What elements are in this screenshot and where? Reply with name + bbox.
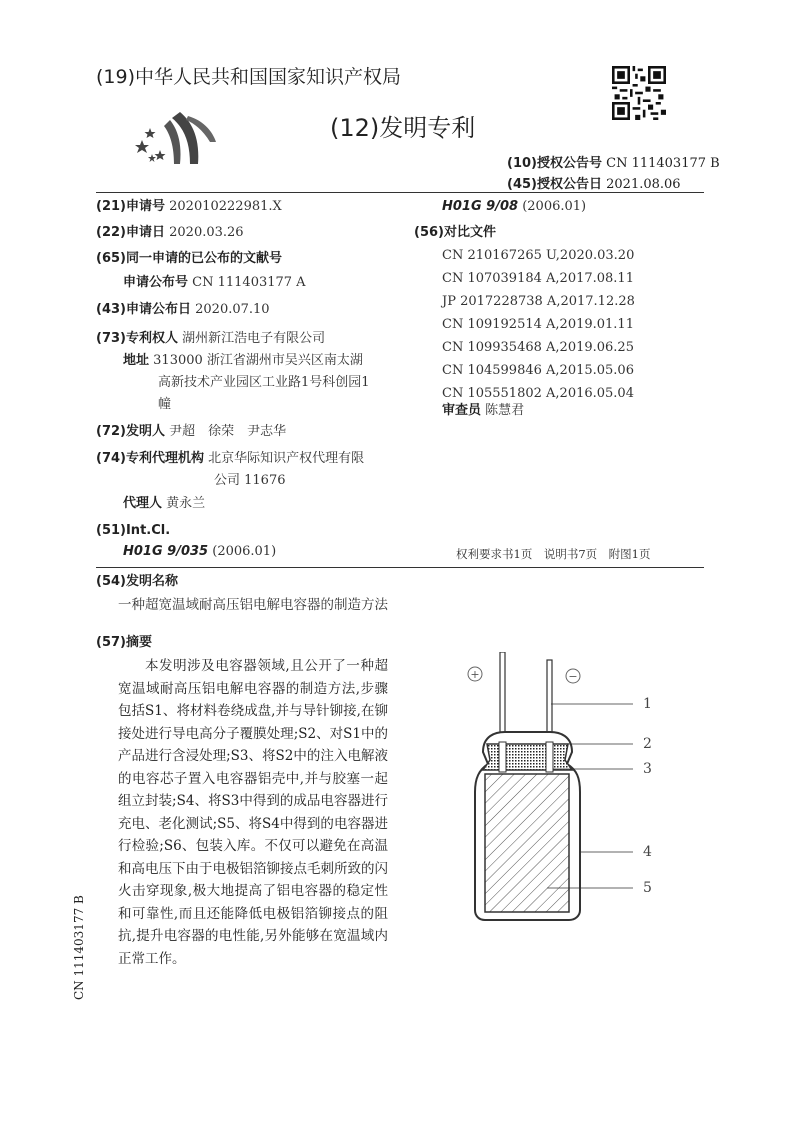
header-divider xyxy=(96,192,704,193)
label-4: 4 xyxy=(643,844,652,860)
grant-number-label: (10)授权公告号 xyxy=(507,156,602,171)
prior-publication-label xyxy=(96,248,282,270)
citation-item: CN 109935468 A,2019.06.25 xyxy=(442,340,634,355)
label-5: 5 xyxy=(643,880,652,896)
grant-date-label: (45)授权公告日 xyxy=(507,177,602,192)
rubber-plug xyxy=(483,744,572,770)
grant-date: 2021.08.06 xyxy=(606,177,681,192)
agent-row xyxy=(123,493,205,515)
intcl-row xyxy=(123,541,276,563)
abstract-label-text: (57)摘要 xyxy=(96,635,152,650)
inventors: 尹超 徐荣 尹志华 xyxy=(169,424,287,439)
ipc-code: H01G 9/08 xyxy=(442,199,519,214)
publication-number: CN 111403177 A xyxy=(192,275,306,290)
side-document-id: CN 111403177 B xyxy=(72,895,86,1000)
cited-documents-label xyxy=(414,222,496,244)
intcl-code: H01G 9/035 xyxy=(123,544,209,559)
patentee: 湖州新江浩电子有限公司 xyxy=(182,331,326,346)
abstract-text: 本发明涉及电容器领域,且公开了一种超宽温域耐高压铝电解电容器的制造方法,步骤包括S1、将材料卷绕成盘,并与导针铆接,在铆接处进行导电高分子覆膜处理;S2、对S1中的产品进行含浸处理;S3、将S2中的注入电解液的电容芯子置入电容器铝壳中,并与胶塞一起组立封装;S4、将S3中得到的成品电容器进行充电、老化测试;S5、将S4中得到的电容器进行检验;S6、包装入库。不仅可以避免在高温和高电压下由于电极铝箔铆接点毛刺所致的闪火击穿现象,极大地提高了铝电容器的稳定性和可靠性,而且还能降低电极铝箔铆接点的阻抗,提升电容器的电性能,另外能够在宽温域内正常工作。 xyxy=(118,658,388,967)
grant-number: CN 111403177 B xyxy=(606,156,720,171)
label-2: 2 xyxy=(643,736,652,752)
address-line-1: 313000 浙江省湖州市吴兴区南太湖 xyxy=(153,353,363,368)
title-label-text: (54)发明名称 xyxy=(96,574,178,589)
cited-label-text: (56)对比文件 xyxy=(414,225,496,240)
address-row xyxy=(123,350,363,372)
label-3: 3 xyxy=(643,761,652,777)
publication-number-row xyxy=(123,272,306,294)
grant-date-row xyxy=(507,173,681,192)
publication-number-label: 申请公布号 xyxy=(123,275,189,290)
document-kind: (12)发明专利 xyxy=(330,114,476,142)
page-counts: 权利要求书1页 说明书7页 附图1页 xyxy=(456,547,651,561)
citation-item: CN 107039184 A,2017.08.11 xyxy=(442,271,634,286)
invention-title: 一种超宽温域耐高压铝电解电容器的制造方法 xyxy=(118,597,388,613)
application-number: 202010222981.X xyxy=(169,199,282,214)
inventors-label: (72)发明人 xyxy=(96,424,165,439)
capacitor-figure xyxy=(455,652,705,932)
intcl-year: (2006.01) xyxy=(212,544,277,559)
agency-label: (74)专利代理机构 xyxy=(96,451,204,466)
ipc-row xyxy=(442,196,586,218)
citation-item: CN 109192514 A,2019.01.11 xyxy=(442,317,634,332)
address-line-2: 高新技术产业园区工业路1号科创园1 xyxy=(158,375,370,390)
citation-list xyxy=(442,245,635,406)
application-date-label: (22)申请日 xyxy=(96,225,165,240)
agent-label: 代理人 xyxy=(123,496,163,511)
patentee-label: (73)专利权人 xyxy=(96,331,178,346)
agency-row xyxy=(96,448,364,470)
positive-lead-through-plug xyxy=(499,742,506,772)
label-1: 1 xyxy=(643,696,652,712)
abstract-label xyxy=(96,632,152,654)
prior-publication-text: (65)同一申请的已公布的文献号 xyxy=(96,251,282,266)
title-label xyxy=(96,571,178,593)
intcl-label-text: (51)Int.Cl. xyxy=(96,523,171,538)
agency-line-1: 北京华际知识产权代理有限 xyxy=(208,451,365,466)
grant-number-row xyxy=(507,152,720,171)
application-number-label: (21)申请号 xyxy=(96,199,165,214)
positive-mark: + xyxy=(470,668,480,681)
positive-lead-wire xyxy=(500,652,505,742)
publication-date-label: (43)申请公布日 xyxy=(96,302,191,317)
inventors-row xyxy=(96,421,286,443)
negative-lead-wire xyxy=(547,660,552,742)
cnipa-logo xyxy=(130,108,220,168)
agency-line-2: 公司 11676 xyxy=(214,473,286,488)
examiner: 陈慧君 xyxy=(485,403,525,418)
qr-code-icon xyxy=(612,66,666,120)
negative-lead-through-plug xyxy=(546,742,553,772)
section-divider xyxy=(96,567,704,568)
intcl-label xyxy=(96,520,170,542)
agent: 黄永兰 xyxy=(166,496,206,511)
ipc-year: (2006.01) xyxy=(522,199,587,214)
application-date: 2020.03.26 xyxy=(169,225,244,240)
publication-date: 2020.07.10 xyxy=(195,302,270,317)
capacitor-element xyxy=(485,774,569,912)
negative-mark: − xyxy=(568,670,578,683)
citation-item: CN 105551802 A,2016.05.04 xyxy=(442,386,634,401)
application-date-row xyxy=(96,222,244,244)
office-name: (19)中华人民共和国国家知识产权局 xyxy=(96,66,402,88)
application-number-row xyxy=(96,196,282,218)
examiner-row xyxy=(442,400,524,422)
citation-item: CN 210167265 U,2020.03.20 xyxy=(442,248,635,263)
publication-date-row xyxy=(96,299,270,321)
address-label: 地址 xyxy=(123,353,150,368)
citation-item: CN 104599846 A,2015.05.06 xyxy=(442,363,634,378)
address-line-3: 幢 xyxy=(158,397,172,412)
patentee-row xyxy=(96,328,325,350)
examiner-label: 审查员 xyxy=(442,403,482,418)
citation-item: JP 2017228738 A,2017.12.28 xyxy=(442,294,635,309)
